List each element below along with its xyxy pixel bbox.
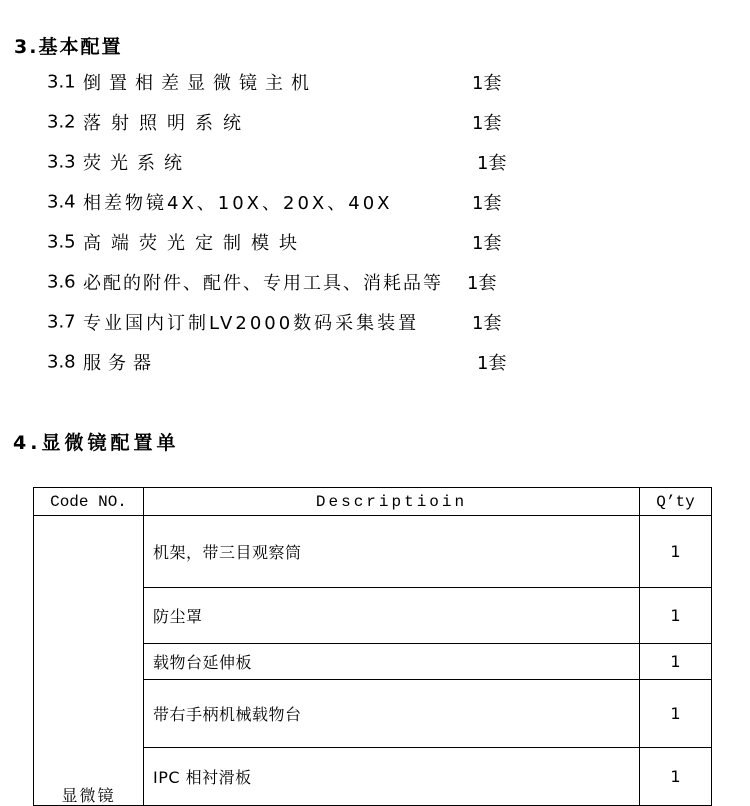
description-cell: IPC 相衬滑板	[144, 748, 640, 806]
list-item-qty: 1套	[472, 233, 502, 254]
list-item-number: 3.2	[47, 111, 76, 133]
list-item-number: 3.8	[47, 351, 76, 373]
list-item-number: 3.3	[47, 151, 76, 173]
section3-heading: 3.基本配置	[14, 36, 123, 58]
list-item-qty: 1套	[472, 193, 502, 214]
list-item-name: 服务器	[83, 353, 158, 374]
list-item-number: 3.7	[47, 311, 76, 333]
list-item-qty: 1套	[467, 273, 497, 294]
list-item-name: 专业国内订制LV2000数码采集装置	[83, 313, 420, 334]
list-item	[0, 62, 750, 102]
table-header-code-no: Code NO.	[34, 488, 144, 516]
list-item-qty: 1套	[472, 113, 502, 134]
list-item-number: 3.4	[47, 191, 76, 213]
list-item	[0, 182, 750, 222]
list-item	[0, 342, 750, 382]
code-no-group-cell	[34, 516, 144, 806]
list-item	[0, 262, 750, 302]
list-item-name: 相差物镜4X、10X、20X、40X	[83, 193, 393, 214]
qty-cell: 1	[640, 516, 712, 588]
list-item-qty: 1套	[472, 73, 502, 94]
table-header-qty: Q’ty	[640, 488, 712, 516]
description-cell: 防尘罩	[144, 588, 640, 644]
list-item-number: 3.5	[47, 231, 76, 253]
code-group-label: 显微镜	[61, 786, 116, 805]
list-item-name: 落射照明系统	[83, 113, 251, 134]
microscope-configuration-table	[33, 487, 712, 806]
table-header-row	[34, 488, 712, 516]
list-item	[0, 102, 750, 142]
list-item-name: 高端荧光定制模块	[83, 233, 307, 254]
table-header-description: Descriptioin	[144, 488, 640, 516]
list-item	[0, 142, 750, 182]
list-item-name: 倒置相差显微镜主机	[83, 73, 317, 94]
list-item-qty: 1套	[477, 153, 507, 174]
list-item-name: 荧光系统	[83, 153, 191, 174]
description-cell: 载物台延伸板	[144, 644, 640, 680]
description-cell: 机架，带三目观察筒	[144, 516, 640, 588]
list-item-number: 3.1	[47, 71, 76, 93]
qty-cell: 1	[640, 680, 712, 748]
list-item	[0, 302, 750, 342]
qty-cell: 1	[640, 748, 712, 806]
list-item-name: 必配的附件、配件、专用工具、消耗品等	[83, 273, 443, 294]
basic-configuration-list	[0, 62, 750, 382]
qty-cell: 1	[640, 644, 712, 680]
table-row	[34, 516, 712, 588]
list-item-qty: 1套	[477, 353, 507, 374]
qty-cell: 1	[640, 588, 712, 644]
list-item	[0, 222, 750, 262]
list-item-qty: 1套	[472, 313, 502, 334]
list-item-number: 3.6	[47, 271, 76, 293]
section4-heading: 4.显微镜配置单	[13, 432, 180, 454]
description-cell: 带右手柄机械载物台	[144, 680, 640, 748]
